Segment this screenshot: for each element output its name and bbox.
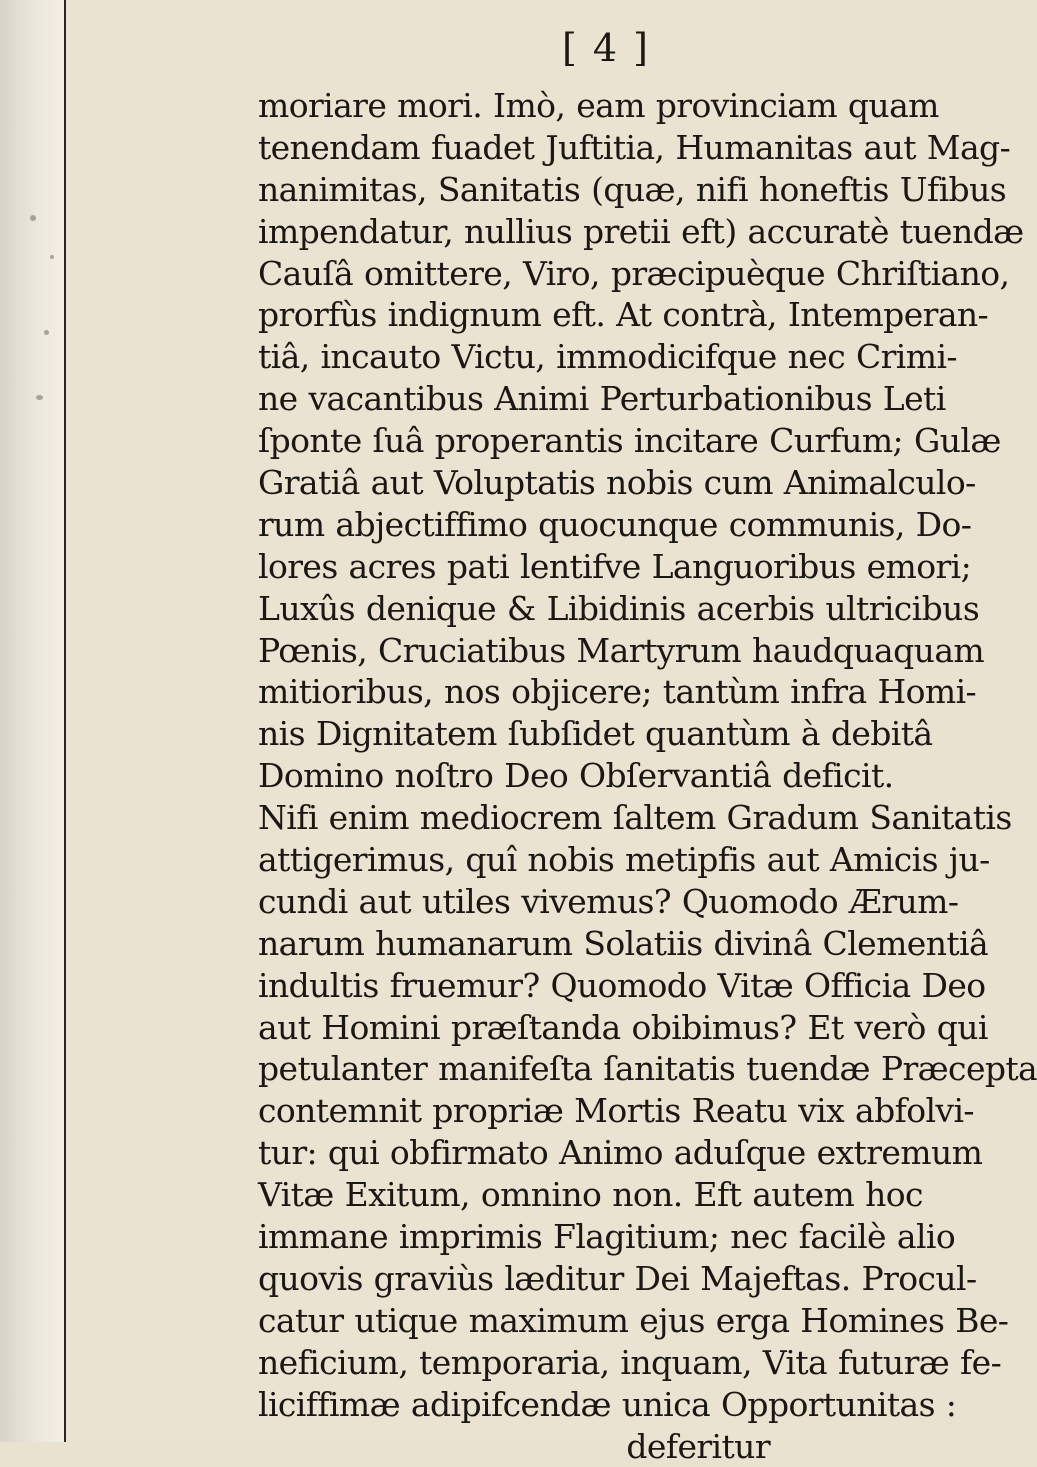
text-line: moriare mori. Imò, eam provinciam quam	[258, 85, 800, 127]
text-line: mitioribus, nos objicere; tantùm infra Homi-	[258, 671, 800, 713]
text-line: neficium, temporaria, inquam, Vita futuræ fe-	[258, 1342, 800, 1384]
text-line: contemnit propriæ Mortis Reatu vix abfolvi-	[258, 1090, 800, 1132]
text-line: attigerimus, quî nobis metipfis aut Amicis ju-	[258, 839, 800, 881]
text-line: tenendam fuadet Juftitia, Humanitas aut Mag-	[258, 127, 800, 169]
text-line: lores acres pati lentifve Languoribus emori;	[258, 546, 800, 588]
text-line: Nifi enim mediocrem ſaltem Gradum Sanitatis	[258, 797, 800, 839]
stain-mark	[50, 255, 54, 259]
text-line: nanimitas, Sanitatis (quæ, nifi honeftis Ufibus	[258, 169, 800, 211]
text-line: nis Dignitatem ſubſidet quantùm à debitâ	[258, 713, 800, 755]
text-line: tiâ, incauto Victu, immodicifque nec Crimi-	[258, 336, 800, 378]
text-line: quovis graviùs læditur Dei Majeftas. Procul-	[258, 1258, 800, 1300]
text-line: Vitæ Exitum, omnino non. Eft autem hoc	[258, 1174, 800, 1216]
text-line: aut Homini præſtanda obibimus? Et verò qui	[258, 1007, 800, 1049]
text-line: tur: qui obfirmato Animo aduſque extremum	[258, 1132, 800, 1174]
text-line: cundi aut utiles vivemus? Quomodo Ærum-	[258, 881, 800, 923]
page-number: [ 4 ]	[561, 26, 651, 70]
text-line: Pœnis, Cruciatibus Martyrum haudquaquam	[258, 630, 800, 672]
text-line: petulanter manifeſta ſanitatis tuendæ Præcepta	[258, 1048, 800, 1090]
text-line: catur utique maximum ejus erga Homines Be-	[258, 1300, 800, 1342]
adjacent-page-edge	[0, 0, 66, 1442]
text-line: Luxûs denique & Libidinis acerbis ultricibus	[258, 588, 800, 630]
text-line: impendatur, nullius pretii eft) accuratè tuendæ	[258, 211, 800, 253]
text-line: Cauſâ omittere, Viro, præcipuèque Chriſtiano,	[258, 253, 800, 295]
text-line: narum humanarum Solatiis divinâ Clementiâ	[258, 923, 800, 965]
text-line: ſponte ſuâ properantis incitare Curfum; Gulæ	[258, 420, 800, 462]
text-line: rum abjectiffimo quocunque communis, Do-	[258, 504, 800, 546]
text-line: prorfùs indignum eft. At contrà, Intemperan-	[258, 294, 800, 336]
stain-mark	[36, 395, 43, 400]
text-line: deferitur	[258, 1426, 800, 1467]
text-line: ne vacantibus Animi Perturbationibus Leti	[258, 378, 800, 420]
stain-mark	[44, 330, 49, 335]
text-line: Gratiâ aut Voluptatis nobis cum Animalculo-	[258, 462, 800, 504]
text-line: Domino noſtro Deo Obſervantiâ deficit.	[258, 755, 800, 797]
body-text	[258, 85, 800, 1467]
text-line: liciffimæ adipifcendæ unica Opportunitas :	[258, 1384, 800, 1426]
text-line: indultis fruemur? Quomodo Vitæ Officia Deo	[258, 965, 800, 1007]
text-line: immane imprimis Flagitium; nec facilè alio	[258, 1216, 800, 1258]
stain-mark	[30, 215, 36, 221]
